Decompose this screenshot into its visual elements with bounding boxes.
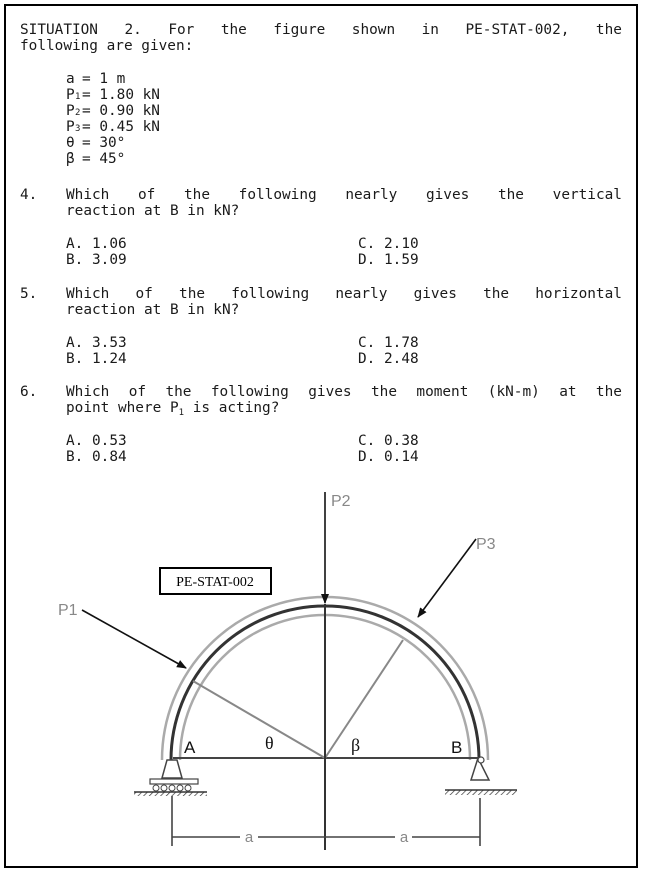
support-b (445, 757, 517, 795)
word: the (165, 384, 192, 400)
given-value: = 1 m (82, 71, 126, 87)
figure-id-label: PE-STAT-002 (176, 575, 254, 590)
word: following (210, 384, 289, 400)
given-value: = 30° (82, 135, 126, 151)
word: the (595, 384, 622, 400)
word: shown (351, 22, 396, 38)
word: Which (66, 286, 110, 302)
choice-a: A. 0.53 (66, 433, 127, 449)
given-value: = 1.80 kN (82, 87, 160, 103)
word: the (497, 187, 524, 203)
question-line-2: reaction at B in kN? (66, 203, 240, 219)
choice-a: A. 1.06 (66, 236, 127, 252)
word: Which (66, 384, 110, 400)
word: of (128, 384, 147, 400)
choice-b: B. 3.09 (66, 252, 127, 268)
beta-label: β (351, 735, 361, 755)
word: following (238, 187, 317, 203)
word: horizontal (535, 286, 622, 302)
given-symbol: a (66, 71, 75, 87)
choice-b: B. 1.24 (66, 351, 127, 367)
choice-c: C. 2.10 (358, 236, 419, 252)
word: the (184, 187, 210, 203)
word: the (220, 22, 247, 38)
p1-label: P1 (58, 602, 78, 619)
word: the (483, 286, 510, 302)
given-symbol: P (66, 87, 75, 103)
word: vertical (552, 187, 622, 203)
dim-label-left: a (244, 829, 254, 846)
choice-a: A. 3.53 (66, 335, 127, 351)
radius-theta (193, 681, 325, 758)
question-line-2: reaction at B in kN? (66, 302, 240, 318)
word: of (135, 286, 153, 302)
choice-c: C. 0.38 (358, 433, 419, 449)
word: For (168, 22, 195, 38)
given-symbol: P (66, 103, 75, 119)
question-number: 6. (20, 384, 38, 400)
given-subscript: 2 (75, 108, 81, 118)
point-b-label: B (451, 738, 463, 757)
support-a (134, 760, 207, 796)
word: of (138, 187, 156, 203)
choice-d: D. 2.48 (358, 351, 419, 367)
word: gives (308, 384, 352, 400)
point-a-label: A (184, 738, 196, 757)
word: nearly (335, 286, 388, 302)
choice-c: C. 1.78 (358, 335, 419, 351)
word: nearly (345, 187, 398, 203)
word: the (371, 384, 397, 400)
given-value: = 45° (82, 151, 126, 167)
p3-arrow (418, 539, 476, 617)
choice-d: D. 1.59 (358, 252, 419, 268)
question-text: point where P (66, 400, 179, 416)
question-text: is acting? (184, 400, 280, 416)
choice-b: B. 0.84 (66, 449, 127, 465)
given-subscript: 3 (75, 124, 81, 134)
word: PE-STAT-002, (465, 22, 570, 38)
choice-d: D. 0.14 (358, 449, 419, 465)
given-value: = 0.45 kN (82, 119, 160, 135)
p2-label: P2 (331, 493, 351, 510)
given-value: = 0.90 kN (82, 103, 160, 119)
given-subscript: 1 (75, 92, 81, 102)
word: figure (273, 22, 326, 38)
word: the (179, 286, 206, 302)
word: following (231, 286, 310, 302)
word: (kN-m) (487, 384, 540, 400)
word: in (421, 22, 439, 38)
word: gives (413, 286, 457, 302)
word: moment (416, 384, 469, 400)
dim-label-right: a (399, 829, 409, 846)
radius-beta (325, 640, 403, 758)
situation-line-2: following are given: (20, 38, 194, 54)
theta-label: θ (265, 733, 274, 753)
question-number: 4. (20, 187, 38, 203)
word: gives (425, 187, 470, 203)
question-number: 5. (20, 286, 38, 302)
given-symbol: θ (66, 135, 75, 151)
word: SITUATION (20, 22, 98, 38)
question-subscript: 1 (178, 408, 185, 418)
given-symbol: P (66, 119, 75, 135)
given-symbol: β (66, 151, 75, 167)
p3-label: P3 (476, 536, 496, 553)
word: 2. (124, 22, 142, 38)
word: the (595, 22, 622, 38)
word: at (559, 384, 577, 400)
word: Which (66, 187, 110, 203)
p1-arrow (82, 610, 186, 668)
